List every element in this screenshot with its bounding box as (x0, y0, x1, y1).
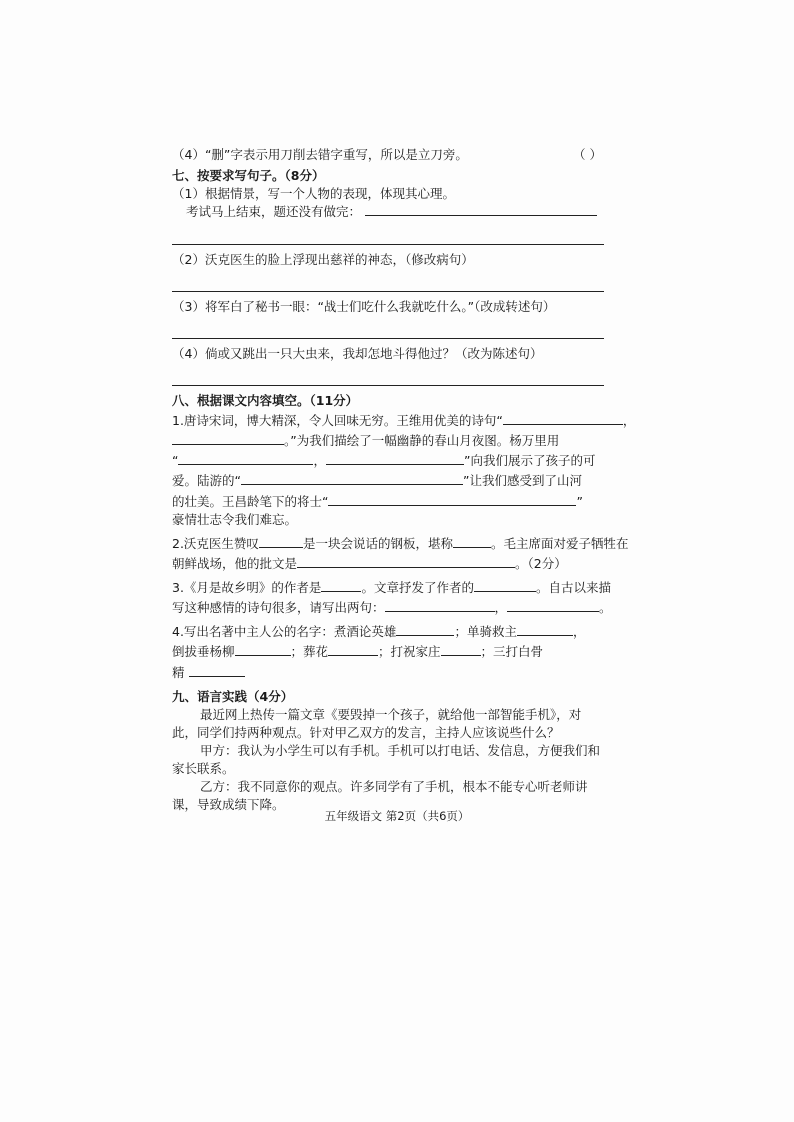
punct: ” (576, 493, 583, 509)
s9-paragraph-1: 最近网上热传一篇文章《要毁掉一个孩子，就给他一部智能手机》，对此，同学们持两种观点。针对甲乙双方的发言，主持人应该说些什么？ (172, 706, 582, 740)
s8-q4-line-3 (172, 664, 604, 682)
s8-q2-line-1 (172, 535, 629, 553)
answer-blank[interactable] (365, 203, 597, 216)
answer-blank[interactable] (517, 623, 573, 636)
s7-item-4: （4）倘或又跳出一只大虫来，我却怎地斗得他过？（改为陈述句） (172, 345, 543, 361)
answer-blank[interactable] (297, 555, 515, 568)
s8-q2-line-2 (172, 555, 604, 573)
s7-item-3: （3）将军白了秘书一眼：“战士们吃什么我就吃什么。”（改成转述句） (172, 298, 556, 314)
s7-item-1: （1）根据情景，写一个人物的表现，体现其心理。 (172, 186, 455, 202)
answer-blank[interactable] (503, 412, 623, 425)
answer-blank[interactable] (259, 535, 303, 548)
s9-paragraph-2: 甲方：我认为小学生可以有手机。手机可以打电话、发信息，方便我们和家长联系。 (172, 743, 601, 777)
answer-blank[interactable] (385, 599, 495, 612)
s8-q1-line-5 (172, 493, 604, 511)
s7-item-1-prompt: 考试马上结束，题还没有做完： (186, 204, 362, 220)
s9-paragraph-3: 乙方：我不同意你的观点。许多同学有了手机，根本不能专心听老师讲课，导致成绩下降。 (172, 779, 588, 813)
s8-q2-text: 。（2分） (515, 555, 567, 571)
s8-q2-text: 朝鲜战场，他的批文是 (172, 555, 298, 571)
answer-blank[interactable] (453, 535, 491, 548)
s8-q1-line-1 (172, 412, 636, 430)
answer-blank[interactable] (326, 452, 464, 465)
answer-blank[interactable] (328, 493, 576, 506)
s8-q4-text: ；三打白骨 (480, 644, 544, 660)
s8-q1-text: 。”为我们描绘了一幅幽静的春山月夜图。杨万里用 (284, 433, 560, 449)
s8-q4-text: 倒拔垂杨柳 (172, 644, 235, 660)
q6-item-4-text: （4）“删”字表示用刀削去错字重写，所以是立刀旁。 (172, 147, 468, 162)
s8-q4-text: ；葬花 (290, 644, 329, 660)
s8-q2-text: 是一块会说话的钢板，堪称 (302, 535, 453, 551)
s8-q3-text: 写这种感情的诗句很多，请写出两句： (172, 600, 385, 616)
section-9-title: 九、语言实践（4分） (172, 688, 294, 704)
section-7-title: 七、按要求写句子。（8分） (172, 168, 325, 184)
s8-q3-text: 3.《月是故乡明》的作者是 (172, 580, 322, 595)
answer-blank[interactable] (507, 599, 599, 612)
s8-q1-line-3 (172, 452, 604, 470)
s8-q3-line-1 (172, 579, 611, 597)
q6-item-4 (172, 146, 604, 164)
answer-blank[interactable] (396, 623, 454, 636)
s8-q1-text: 1.唐诗宋词，博大精深，令人回味无穷。王维用优美的诗句“ (172, 413, 503, 428)
s8-q1-text: 爱。陆游的“ (172, 473, 241, 489)
section-8-title: 八、根据课文内容填空。（11分） (172, 392, 359, 408)
punct: ， (313, 453, 326, 469)
answer-blank[interactable] (328, 643, 378, 656)
punct: 。 (599, 600, 612, 616)
s8-q3-line-2 (172, 599, 612, 617)
answer-line[interactable] (172, 363, 604, 386)
page-content (172, 146, 636, 815)
s8-q1-line-4 (172, 472, 604, 490)
punct: ， (572, 624, 586, 640)
punct: “ (172, 453, 179, 469)
answer-paren: （ ） (573, 147, 602, 162)
punct: ， (494, 600, 508, 616)
punct: ， (622, 413, 636, 428)
answer-line[interactable] (172, 222, 604, 245)
s8-q1-line-6: 豪情壮志令我们难忘。 (172, 511, 298, 527)
answer-blank[interactable] (441, 643, 481, 656)
s8-q3-text: 。文章抒发了作者的 (361, 580, 474, 595)
answer-blank[interactable] (189, 664, 245, 677)
s8-q1-text: ”向我们展示了孩子的可 (464, 453, 596, 469)
s8-q3-text: 。自古以来描 (535, 580, 611, 595)
s8-q4-text: ；打祝家庄 (378, 644, 441, 660)
s8-q4-line-2 (172, 643, 604, 661)
s8-q1-text: 的壮美。王昌龄笔下的将士“ (172, 493, 329, 509)
s8-q4-text: 精 (172, 664, 185, 680)
s8-q2-text: 。毛主席面对爱子牺牲在 (490, 535, 629, 551)
s8-q1-text: ”让我们感受到了山河 (462, 473, 582, 489)
s7-item-1-prompt-row (172, 203, 604, 221)
answer-blank[interactable] (321, 579, 361, 592)
answer-blank[interactable] (178, 452, 313, 465)
answer-line[interactable] (172, 269, 604, 292)
s8-q1-line-2 (172, 432, 604, 450)
answer-line[interactable] (172, 316, 604, 339)
answer-blank[interactable] (241, 472, 463, 485)
page-footer: 五年级语文 第2页（共6页） (324, 809, 470, 823)
s8-q4-line-1 (172, 623, 604, 641)
answer-blank[interactable] (235, 643, 291, 656)
s8-q4-text: 4.写出名著中主人公的名字：煮酒论英雄 (172, 624, 397, 640)
s7-item-2: （2）沃克医生的脸上浮现出慈祥的神态，（修改病句） (172, 251, 474, 267)
answer-blank[interactable] (172, 432, 284, 445)
answer-blank[interactable] (474, 579, 536, 592)
s8-q2-text: 2.沃克医生赞叹 (172, 535, 259, 551)
s8-q4-text: ；单骑救主 (454, 624, 517, 640)
